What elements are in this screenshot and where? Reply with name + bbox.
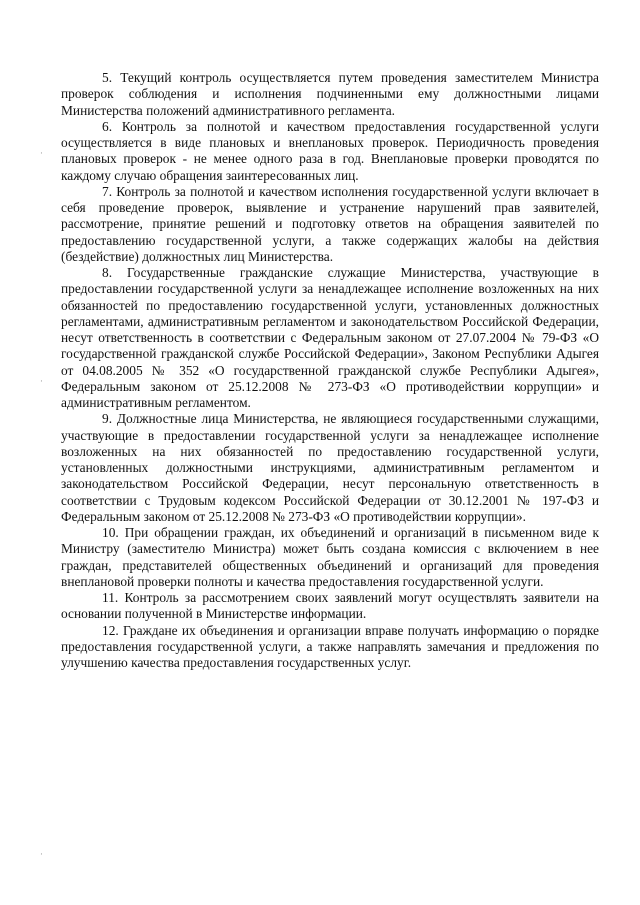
document-body <box>61 70 599 671</box>
paragraph-7: 7. Контроль за полнотой и качеством исполнения государственной услуги включает в себя проведение проверок, выявление и устранение нарушений прав заявителей, рассмотрение, принятие решений и подготовку ответов на обращения заявителей по предоставлению государственной услуги, а также содержащих жалобы на действия (бездействие) должностных лиц Министерства. <box>61 183 599 264</box>
paragraph-8: 8. Государственные гражданские служащие Министерства, участвующие в предоставлении государственной услуги за ненадлежащее исполнение возложенных на них обязанностей по предоставлению государственной услуги, установленных должностных регламентами, административным регламентом и законодательством Российской Федерации, несут ответственность в соответствии с Федеральным законом от 27.07.2004 № 79-ФЗ «О государственной гражданской службе Российской Федерации», Законом Республики Адыгея от 04.08.2005 № 352 «О государственной гражданской службе Республики Адыгея», Федеральным законом от 25.12.2008 № 273-ФЗ «О противодействии коррупции» и административным регламентом. <box>61 265 599 410</box>
paragraph-5: 5. Текущий контроль осуществляется путем проведения заместителем Министра проверок соблюдения и исполнения подчиненными ему должностными лицами Министерства положений административного регламента. <box>61 70 599 118</box>
margin-mark: · <box>40 149 43 159</box>
margin-mark: · <box>40 850 43 860</box>
paragraph-6: 6. Контроль за полнотой и качеством предоставления государственной услуги осуществляется в виде плановых и внеплановых проверок. Периодичность проведения плановых проверок - не менее одного раза в год. Внеплановые проверки проводятся по каждому случаю обращения заинтересованных лиц. <box>61 118 599 183</box>
paragraph-10: 10. При обращении граждан, их объединений и организаций в письменном виде к Министру (заместителю Министра) может быть создана комиссия с включением в нее граждан, представителей общественных объединений и организаций для проведения внеплановой проверки полноты и качества предоставления государственной услуги. <box>61 525 599 589</box>
paragraph-11: 11. Контроль за рассмотрением своих заявлений могут осуществлять заявители на основании полученной в Министерстве информации. <box>61 590 599 622</box>
paragraph-12: 12. Граждане их объединения и организации вправе получать информацию о порядке предоставления государственной услуги, а также направлять замечания и предложения по улучшению качества предоставления государственных услуг. <box>61 622 599 670</box>
margin-mark: · <box>40 377 43 387</box>
paragraph-9: 9. Должностные лица Министерства, не являющиеся государственными служащими, участвующие в предоставлении государственной услуги за ненадлежащее исполнение возложенных на них обязанностей по предоставлению государственной услуги, установленных должностными инструкциями, административным регламентом и законодательством Российской Федерации, несут персональную ответственность в соответствии с Трудовым кодексом Российской Федерации от 30.12.2001 № 197-ФЗ и Федеральным законом от 25.12.2008 № 273-ФЗ «О противодействии коррупции». <box>61 411 599 524</box>
